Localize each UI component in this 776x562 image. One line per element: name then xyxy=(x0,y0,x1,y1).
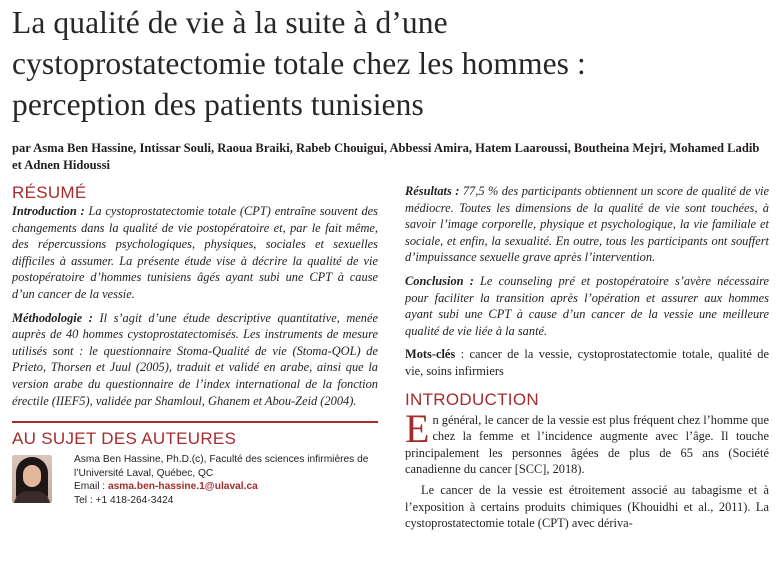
author-byline: par Asma Ben Hassine, Intissar Souli, Raoua Braiki, Rabeb Chouigui, Abbessi Amira, Hatem Laaroussi, Boutheina Mejri, Mohamed Ladib et Adnen Hidoussi xyxy=(12,141,760,172)
author-card xyxy=(12,453,378,507)
abstract-text: 77,5 % des participants obtiennent un score de qualité de vie médiocre. Toutes les dimensions de la qualité de vie sont touchées, à savoir l’image corporelle, physique et psychologique, la vie familiale et sociale, et enfin, la sexualité. En outre, tous les participants ont souffert d’impuissance sexuelle grave après l’intervention. xyxy=(405,184,770,265)
email-label: Email : xyxy=(74,481,108,493)
abstract-label: Résultats : xyxy=(405,184,460,198)
abstract-label: Méthodologie : xyxy=(12,310,93,325)
abstract-text: La cystoprostatectomie totale (CPT) entraîne souvent des changements dans la qualité de vie postopératoire et, par le fait même, des répercussions psychologiques, physiques, sociales et sexuelles difficiles à assumer. La présente étude vise à décrire la qualité de vie postopératoire d’hommes tunisiens âgés ayant subi une CPT à cause d’un cancer de la vessie. xyxy=(12,204,378,301)
author-email-link[interactable]: asma.ben-hassine.1@ulaval.ca xyxy=(107,481,258,493)
intro-text: n général, le cancer de la vessie est plus fréquent chez l’homme que chez la femme et l’incidence augmente avec l’âge. Il touche principalement les personnes âgées de plus de 65 ans (Société canadienne du cancer [SCC], 2018). xyxy=(405,412,769,477)
section-divider xyxy=(12,421,378,423)
author-affiliation: Asma Ben Hassine, Ph.D.(c), Faculté des sciences infirmières de xyxy=(74,454,369,466)
resume-heading: RÉSUMÉ xyxy=(12,183,87,202)
keywords-text: : cancer de la vessie, cystoprostatectomie totale, qualité de vie, soins infirmiers xyxy=(405,347,769,378)
abstract-methodologie xyxy=(12,310,378,410)
abstract-label: Conclusion : xyxy=(405,273,474,288)
left-column xyxy=(12,183,378,508)
abstract-text: Le counseling pré et postopératoire s’avère nécessaire pour faciliter la transition après l’opération et assurer aux hommes ayant subi une CPT à cause d’un cancer de la vessie une meilleure qualité de vie liée à la santé. xyxy=(405,273,769,338)
article-title xyxy=(12,2,772,125)
intro-paragraph-1 xyxy=(405,405,769,478)
abstract-resultats xyxy=(405,183,769,266)
author-affiliation-2: l’Université Laval, Québec, QC xyxy=(74,467,214,479)
introduction-heading: INTRODUCTION xyxy=(405,389,539,409)
abstract-introduction xyxy=(12,203,378,303)
abstract-label: Introduction : xyxy=(12,204,85,218)
keywords-label: Mots-clés xyxy=(405,347,456,362)
title-line: cystoprostatectomie totale chez les hommes : xyxy=(12,46,586,81)
intro-paragraph-2: Le cancer de la vessie est étroitement associé au tabagisme et à l’exposition à certains produits chimiques (Khouidhi et al., 2011). La cystoprostatectomie totale (CPT) avec dériva- xyxy=(405,482,769,531)
right-column xyxy=(405,183,769,532)
author-phone: Tel : +1 418-264-3424 xyxy=(74,494,174,506)
author-email-row xyxy=(74,480,374,494)
title-line: La qualité de vie à la suite à d’une xyxy=(12,5,448,40)
about-authors-heading: AU SUJET DES AUTEURES xyxy=(12,429,237,449)
drop-cap: E xyxy=(405,405,430,451)
abstract-text: Il s’agit d’une étude descriptive quantitative, menée auprès de 40 hommes cystoprostatectomisés. Les instruments de mesure utilisés sont : le questionnaire Stoma-Qualité de vie (Stoma-QOL) de Prieto, Thorsen et Juul (2005), traduit et validé en arabe, ainsi que la version arabe du questionnaire de l’index international de la fonction érectile (IIEF5), validée par Shamloul, Ghanem et Abou-Zeid (2004). xyxy=(12,310,378,408)
title-line: perception des patients tunisiens xyxy=(12,87,424,122)
keywords xyxy=(405,346,769,379)
author-details xyxy=(74,453,374,507)
author-photo xyxy=(12,455,52,503)
abstract-conclusion xyxy=(405,273,769,339)
